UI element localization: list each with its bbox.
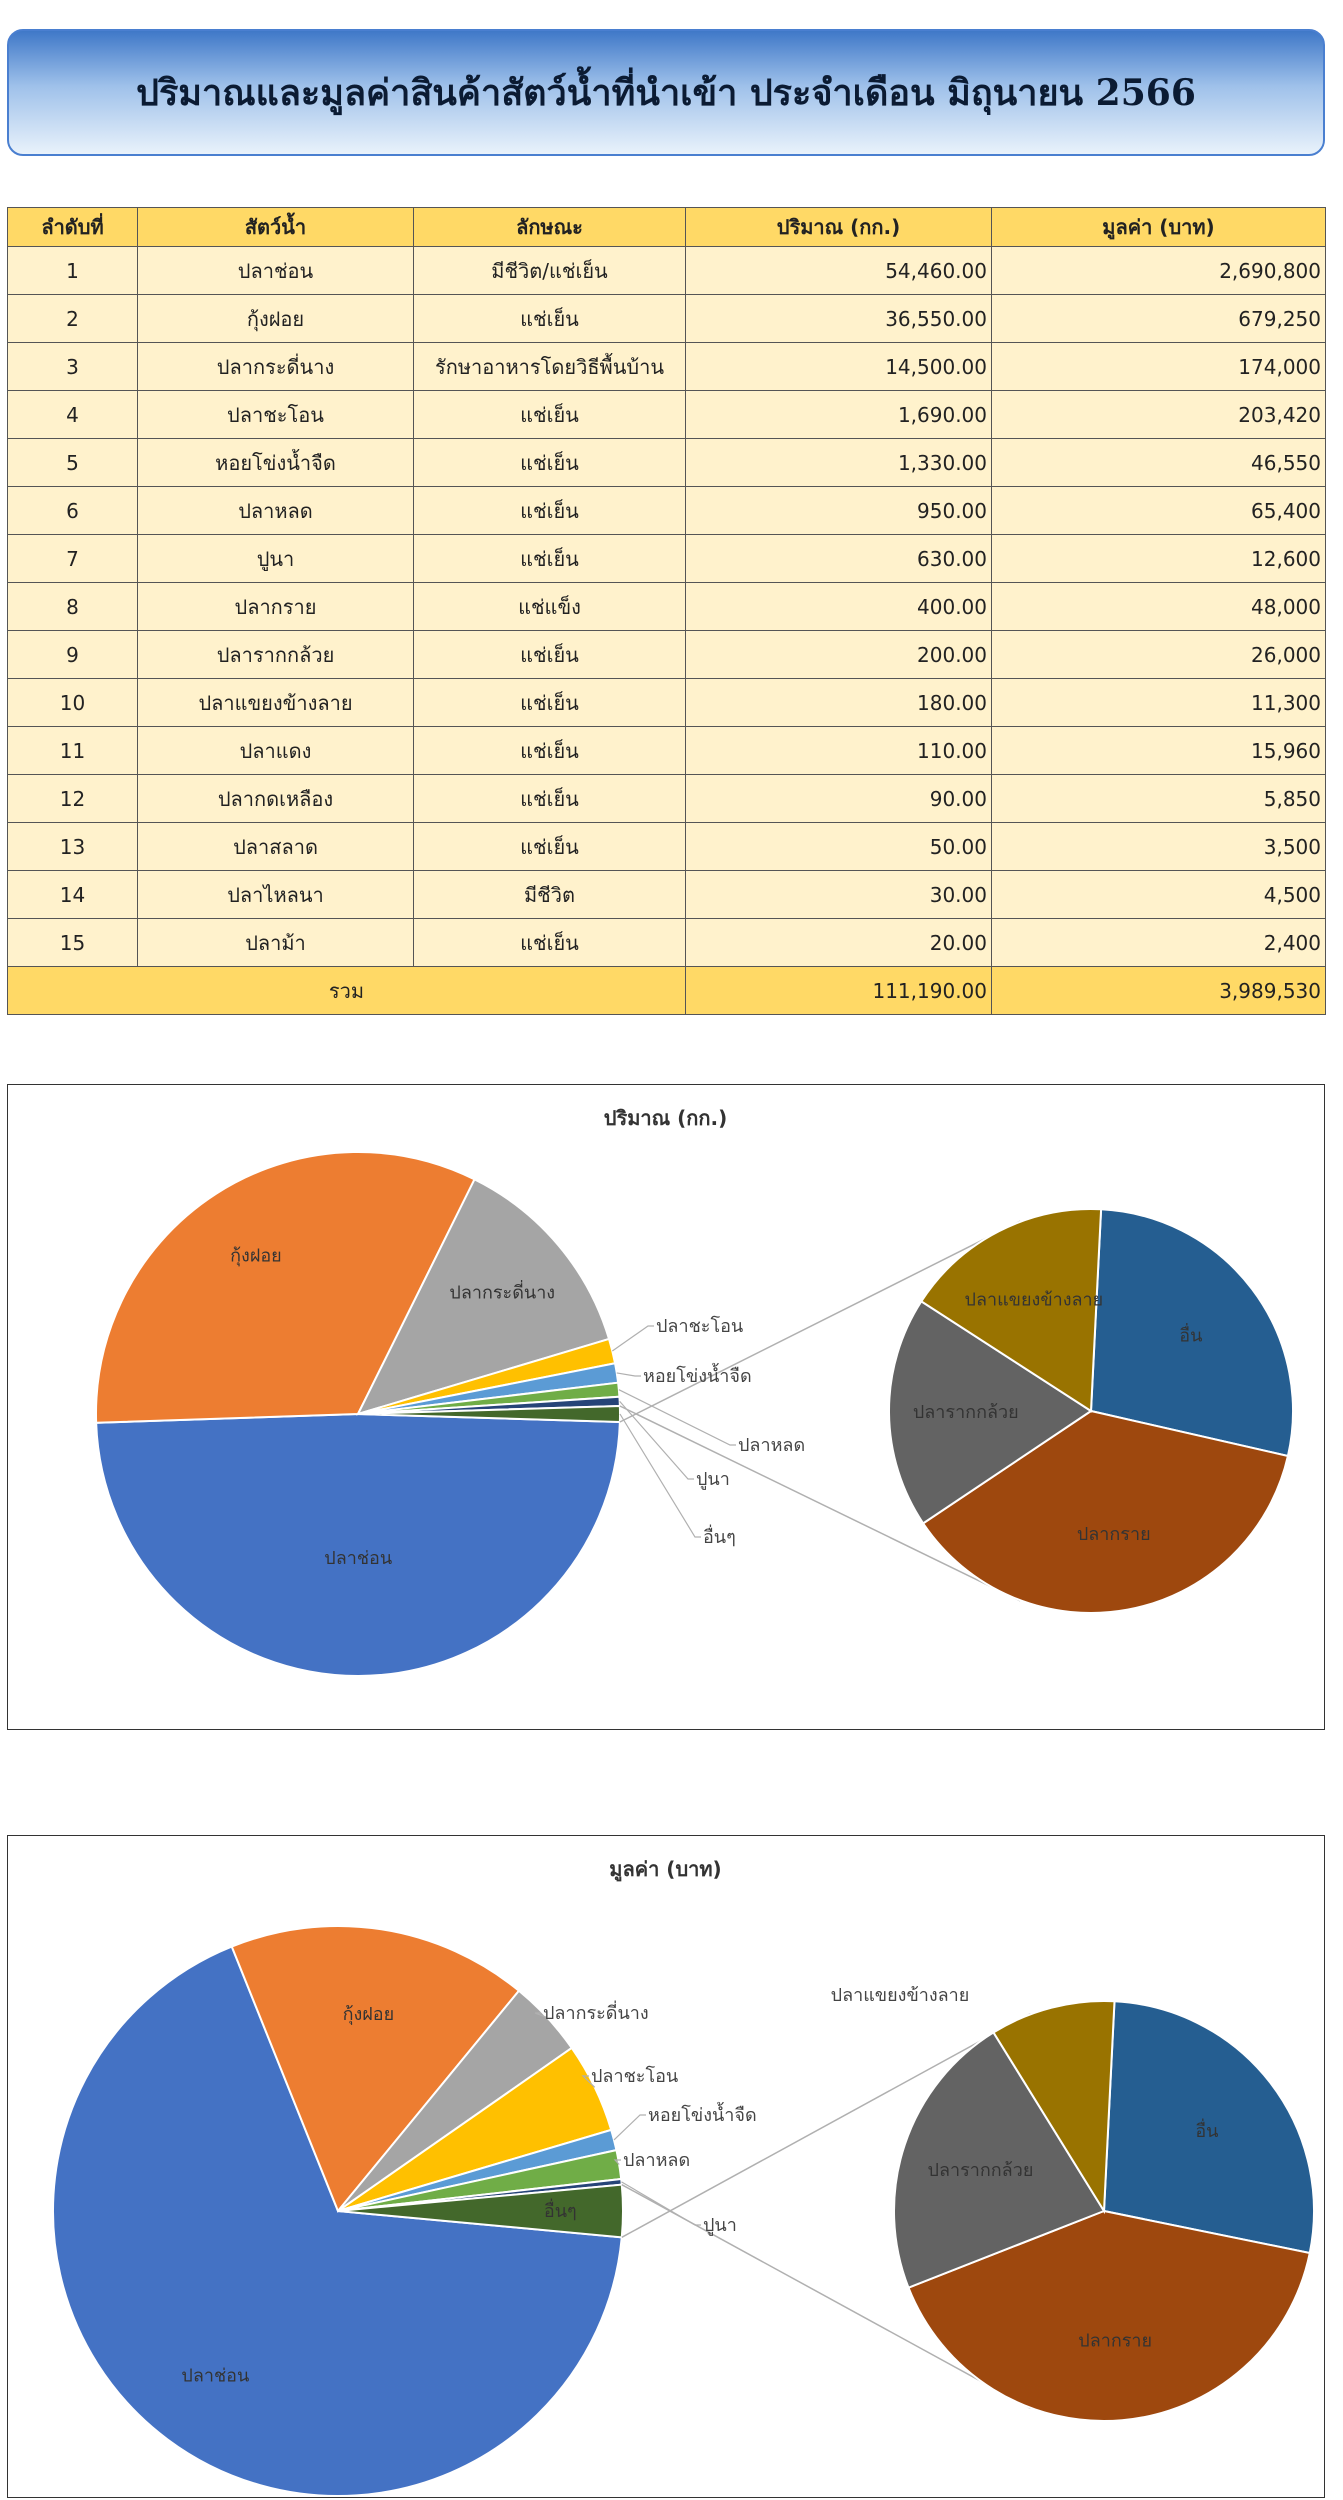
cell-qty: 36,550.00 xyxy=(686,295,992,343)
slice-label: ปลารากกล้วย xyxy=(927,2159,1034,2181)
cell-name: ปลาแดง xyxy=(138,727,414,775)
cell-no: 1 xyxy=(8,247,138,295)
table-row xyxy=(8,775,1326,823)
slice-label: ปลาหลด xyxy=(738,1435,806,1456)
table-row xyxy=(8,871,1326,919)
cell-name: ปลารากกล้วย xyxy=(138,631,414,679)
cell-no: 9 xyxy=(8,631,138,679)
total-label: รวม xyxy=(8,967,686,1015)
cell-qty: 180.00 xyxy=(686,679,992,727)
leader-line xyxy=(619,1390,736,1445)
cell-no: 15 xyxy=(8,919,138,967)
cell-type: แช่เย็น xyxy=(414,775,686,823)
value-pie-of-pie-svg xyxy=(8,1836,1323,2496)
table-row xyxy=(8,295,1326,343)
leader-line xyxy=(622,2182,701,2225)
slice-label: ปลาชะโอน xyxy=(656,1316,744,1337)
slice-label: ปลากระดี่นาง xyxy=(543,2003,649,2024)
cell-no: 3 xyxy=(8,343,138,391)
slice-label: ปลาหลด xyxy=(623,2150,691,2171)
cell-name: ปลากระดี่นาง xyxy=(138,343,414,391)
cell-no: 2 xyxy=(8,295,138,343)
table-header-row xyxy=(8,208,1326,247)
slice-label: ปลาช่อน xyxy=(181,2365,250,2387)
quantity-pie-of-pie-svg xyxy=(8,1085,1323,1728)
leader-line xyxy=(620,1414,701,1537)
cell-value: 203,420 xyxy=(992,391,1326,439)
cell-type: มีชีวิต/แช่เย็น xyxy=(414,247,686,295)
cell-type: แช่แข็ง xyxy=(414,583,686,631)
pie-slice xyxy=(96,1414,620,1676)
cell-name: ปลาไหลนา xyxy=(138,871,414,919)
slice-label: ปลาช่อน xyxy=(324,1548,393,1570)
cell-type: แช่เย็น xyxy=(414,919,686,967)
cell-name: ปลาชะโอน xyxy=(138,391,414,439)
import-table xyxy=(7,207,1326,1015)
cell-no: 12 xyxy=(8,775,138,823)
table-row xyxy=(8,919,1326,967)
table-row xyxy=(8,823,1326,871)
cell-name: ปลาแขยงข้างลาย xyxy=(138,679,414,727)
header-qty: ปริมาณ (กก.) xyxy=(686,208,992,247)
slice-label: ปลากราย xyxy=(1078,2330,1153,2352)
cell-no: 11 xyxy=(8,727,138,775)
table-row xyxy=(8,439,1326,487)
header-type: ลักษณะ xyxy=(414,208,686,247)
cell-value: 2,400 xyxy=(992,919,1326,967)
cell-value: 174,000 xyxy=(992,343,1326,391)
header-value: มูลค่า (บาท) xyxy=(992,208,1326,247)
cell-type: มีชีวิต xyxy=(414,871,686,919)
cell-qty: 90.00 xyxy=(686,775,992,823)
cell-name: กุ้งฝอย xyxy=(138,295,414,343)
main-pie xyxy=(53,1926,623,2496)
chart-title: มูลค่า (บาท) xyxy=(609,1857,722,1881)
cell-name: หอยโข่งน้ำจืด xyxy=(138,439,414,487)
table-row xyxy=(8,631,1326,679)
slice-label: ปูนา xyxy=(696,1469,730,1490)
cell-value: 679,250 xyxy=(992,295,1326,343)
cell-type: แช่เย็น xyxy=(414,631,686,679)
cell-no: 13 xyxy=(8,823,138,871)
slice-label: อื่นๆ xyxy=(703,1527,736,1548)
cell-name: ปูนา xyxy=(138,535,414,583)
cell-qty: 54,460.00 xyxy=(686,247,992,295)
slice-label: กุ้งฝอย xyxy=(342,2003,395,2025)
slice-label: อื่น xyxy=(1195,2121,1219,2143)
cell-no: 8 xyxy=(8,583,138,631)
cell-type: แช่เย็น xyxy=(414,391,686,439)
cell-type: แช่เย็น xyxy=(414,823,686,871)
cell-type: แช่เย็น xyxy=(414,535,686,583)
secondary-pie xyxy=(894,2001,1314,2421)
slice-label: หอยโข่งน้ำจืด xyxy=(648,2105,757,2126)
quantity-chart xyxy=(7,1084,1325,1730)
table-row xyxy=(8,391,1326,439)
table-row xyxy=(8,343,1326,391)
cell-value: 12,600 xyxy=(992,535,1326,583)
slice-label: ปลาแขยงข้างลาย xyxy=(830,1985,970,2006)
slice-label: ปูนา xyxy=(703,2215,737,2236)
slice-label: ปลาแขยงข้างลาย xyxy=(964,1289,1104,1311)
cell-name: ปลาม้า xyxy=(138,919,414,967)
page-title: ปริมาณและมูลค่าสินค้าสัตว์น้ำที่นำเข้า ประจำเดือน มิถุนายน 2566 xyxy=(136,72,1196,114)
cell-no: 4 xyxy=(8,391,138,439)
cell-type: แช่เย็น xyxy=(414,727,686,775)
cell-qty: 14,500.00 xyxy=(686,343,992,391)
cell-value: 48,000 xyxy=(992,583,1326,631)
header-name: สัตว์น้ำ xyxy=(138,208,414,247)
total-row xyxy=(8,967,1326,1015)
cell-type: แช่เย็น xyxy=(414,439,686,487)
table-row xyxy=(8,727,1326,775)
slice-label: ปลาชะโอน xyxy=(591,2066,679,2087)
value-chart xyxy=(7,1835,1325,2498)
slice-label: ปลารากกล้วย xyxy=(912,1402,1019,1424)
chart-title: ปริมาณ (กก.) xyxy=(603,1106,728,1130)
cell-value: 5,850 xyxy=(992,775,1326,823)
cell-qty: 110.00 xyxy=(686,727,992,775)
cell-qty: 50.00 xyxy=(686,823,992,871)
table-row xyxy=(8,679,1326,727)
cell-name: ปลาหลด xyxy=(138,487,414,535)
cell-value: 65,400 xyxy=(992,487,1326,535)
cell-no: 7 xyxy=(8,535,138,583)
cell-value: 46,550 xyxy=(992,439,1326,487)
slice-label: กุ้งฝอย xyxy=(230,1245,282,1267)
cell-type: แช่เย็น xyxy=(414,679,686,727)
leader-line xyxy=(614,2115,646,2140)
cell-no: 6 xyxy=(8,487,138,535)
cell-value: 4,500 xyxy=(992,871,1326,919)
cell-value: 3,500 xyxy=(992,823,1326,871)
cell-name: ปลาช่อน xyxy=(138,247,414,295)
slice-label: หอยโข่งน้ำจืด xyxy=(643,1366,752,1387)
total-qty: 111,190.00 xyxy=(686,967,992,1015)
cell-value: 11,300 xyxy=(992,679,1326,727)
leader-line xyxy=(617,1373,641,1376)
slice-label: อื่น xyxy=(1179,1325,1203,1347)
slice-label: อื่นๆ xyxy=(543,2201,577,2222)
table-row xyxy=(8,583,1326,631)
total-value: 3,989,530 xyxy=(992,967,1326,1015)
cell-qty: 400.00 xyxy=(686,583,992,631)
cell-value: 15,960 xyxy=(992,727,1326,775)
cell-name: ปลากราย xyxy=(138,583,414,631)
cell-qty: 1,690.00 xyxy=(686,391,992,439)
cell-qty: 200.00 xyxy=(686,631,992,679)
cell-qty: 30.00 xyxy=(686,871,992,919)
cell-no: 14 xyxy=(8,871,138,919)
cell-qty: 630.00 xyxy=(686,535,992,583)
table-row xyxy=(8,535,1326,583)
cell-no: 5 xyxy=(8,439,138,487)
main-pie xyxy=(96,1152,620,1676)
table-row xyxy=(8,487,1326,535)
cell-no: 10 xyxy=(8,679,138,727)
cell-qty: 950.00 xyxy=(686,487,992,535)
slice-label: ปลากระดี่นาง xyxy=(449,1282,556,1304)
cell-name: ปลากดเหลือง xyxy=(138,775,414,823)
cell-qty: 1,330.00 xyxy=(686,439,992,487)
page-title-banner xyxy=(7,29,1325,156)
slice-label: ปลากราย xyxy=(1076,1524,1151,1546)
cell-value: 26,000 xyxy=(992,631,1326,679)
cell-qty: 20.00 xyxy=(686,919,992,967)
cell-type: แช่เย็น xyxy=(414,487,686,535)
table-row xyxy=(8,247,1326,295)
cell-name: ปลาสลาด xyxy=(138,823,414,871)
cell-value: 2,690,800 xyxy=(992,247,1326,295)
cell-type: แช่เย็น xyxy=(414,295,686,343)
cell-type: รักษาอาหารโดยวิธีพื้นบ้าน xyxy=(414,343,686,391)
leader-line xyxy=(612,1326,654,1351)
leader-line xyxy=(620,1401,694,1479)
header-no: ลำดับที่ xyxy=(8,208,138,247)
